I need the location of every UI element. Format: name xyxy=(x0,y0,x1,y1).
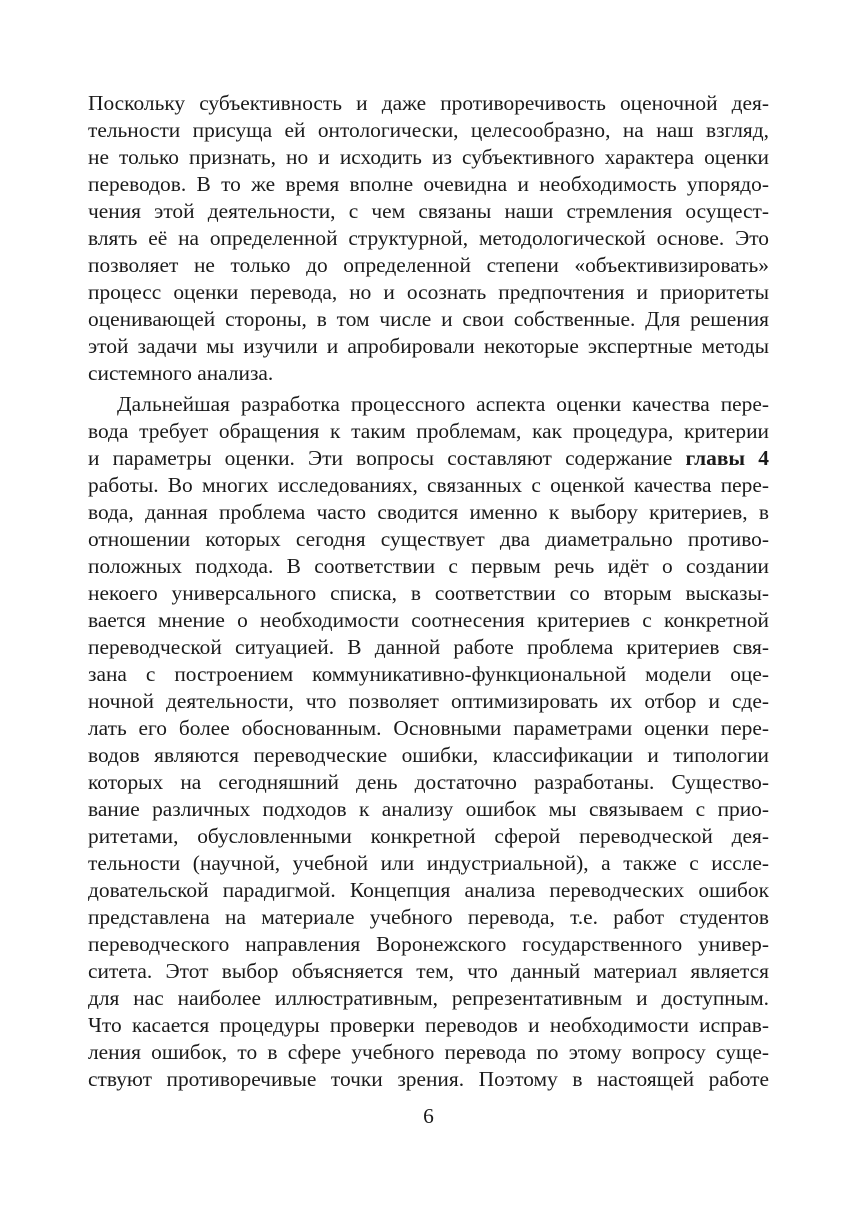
text-line: отношении которых сегодня существует два диаметрально противо- xyxy=(88,527,769,551)
text-line: лать его более обоснованным. Основными параметрами оценки пере- xyxy=(88,716,769,740)
text-line: этой задачи мы изучили и апробировали некоторые экспертные методы xyxy=(88,334,769,358)
text-line: не только признать, но и исходить из субъективного характера оценки xyxy=(88,145,769,169)
text-line: процесс оценки перевода, но и осознать предпочтения и приоритеты xyxy=(88,280,769,304)
text-line: вается мнение о необходимости соотнесения критериев с конкретной xyxy=(88,608,769,632)
paragraph-1 xyxy=(88,90,769,387)
text-line: переводов. В то же время вполне очевидна и необходимость упорядо- xyxy=(88,172,769,196)
text-line: вание различных подходов к анализу ошибок мы связываем с прио- xyxy=(88,797,769,821)
text-line: представлена на материале учебного перевода, т.е. работ студентов xyxy=(88,905,769,929)
text-line: для нас наиболее иллюстративным, репрезентативным и доступным. xyxy=(88,986,769,1010)
page-number: 6 xyxy=(423,1104,434,1128)
text-line: влять её на определенной структурной, методологической основе. Это xyxy=(88,226,769,250)
paragraph-2 xyxy=(88,391,769,1120)
text-line: позволяет не только до определенной степени «объективизировать» xyxy=(88,253,769,277)
text-line: зана с построением коммуникативно-функциональной модели оце- xyxy=(88,662,769,686)
text-line: ситета. Этот выбор объясняется тем, что данный материал является xyxy=(88,959,769,983)
text-line: ствуют противоречивые точки зрения. Поэтому в настоящей работе xyxy=(88,1067,769,1091)
text-line: ритетами, обусловленными конкретной сферой переводческой дея- xyxy=(88,824,769,848)
text-line: положных подхода. В соответствии с первым речь идёт о создании xyxy=(88,554,769,578)
text-line: которых на сегодняшний день достаточно разработаны. Существо- xyxy=(88,770,769,794)
text-line: вода требует обращения к таким проблемам, как процедура, критерии xyxy=(88,419,769,443)
text-line: переводческого направления Воронежского государственного универ- xyxy=(88,932,769,956)
text-line: тельности присуща ей онтологически, целесообразно, на наш взгляд, xyxy=(88,118,769,142)
text-line: Поскольку субъективность и даже противоречивость оценочной дея- xyxy=(88,91,769,115)
text-line: ления ошибок, то в сфере учебного перевода по этому вопросу суще- xyxy=(88,1040,769,1064)
text-line: системного анализа. xyxy=(88,361,274,385)
text-line: Что касается процедуры проверки переводов и необходимости исправ- xyxy=(88,1013,769,1037)
text-line: некоего универсального списка, в соответствии со вторым высказы- xyxy=(88,581,769,605)
text-segment: и параметры оценки. Эти вопросы составляют содержание xyxy=(88,446,686,470)
text-line: переводческой ситуацией. В данной работе проблема критериев свя- xyxy=(88,635,769,659)
text-line: ночной деятельности, что позволяет оптимизировать их отбор и сде- xyxy=(88,689,769,713)
page-body xyxy=(88,90,769,1120)
text-line: тельности (научной, учебной или индустриальной), а также с иссле- xyxy=(88,851,769,875)
text-line: довательской парадигмой. Концепция анализа переводческих ошибок xyxy=(88,878,769,902)
text-line: чения этой деятельности, с чем связаны наши стремления осущест- xyxy=(88,199,769,223)
chapter-reference: главы 4 xyxy=(685,446,769,470)
text-line-with-chapter-ref xyxy=(88,445,769,472)
text-line: Дальнейшая разработка процессного аспекта оценки качества пере- xyxy=(117,392,769,416)
text-line: оценивающей стороны, в том числе и свои собственные. Для решения xyxy=(88,307,769,331)
text-line: вода, данная проблема часто сводится именно к выбору критериев, в xyxy=(88,500,769,524)
text-line: работы. Во многих исследованиях, связанных с оценкой качества пере- xyxy=(88,473,769,497)
text-line: водов являются переводческие ошибки, классификации и типологии xyxy=(88,743,769,767)
